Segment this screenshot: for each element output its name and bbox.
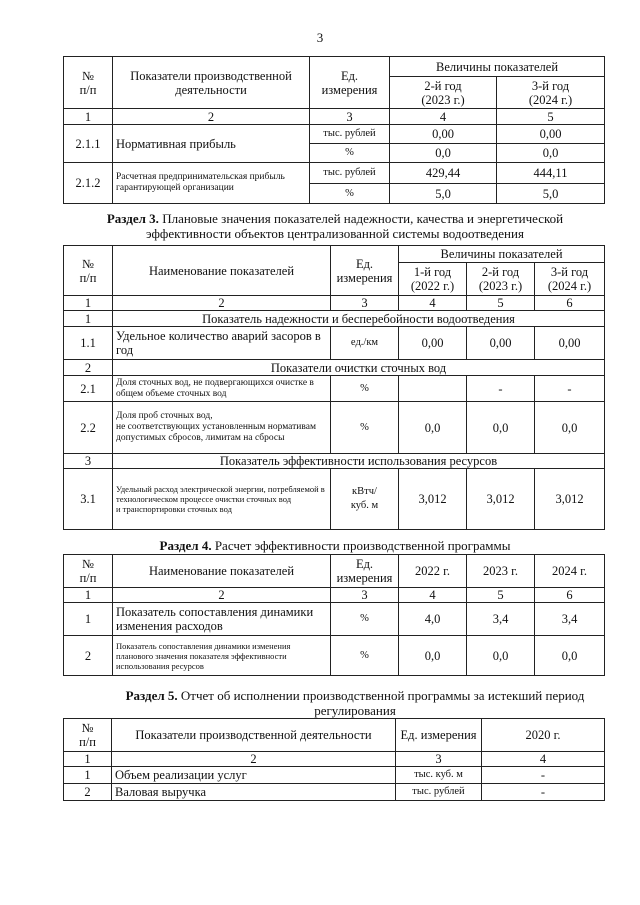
col-index: 1 <box>64 109 113 125</box>
row-value: 4,0 <box>399 603 467 636</box>
section-5-title: Отчет об исполнении производственной программы за истекший период регулирования <box>177 688 585 718</box>
row-value: 0,0 <box>467 402 535 454</box>
section-4-title: Расчет эффективности производственной программы <box>211 538 511 553</box>
row-unit: ед./км <box>331 327 399 360</box>
header-indicator: Наименование показателей <box>113 555 331 588</box>
row-num: 2 <box>64 784 112 801</box>
table-row <box>64 376 605 402</box>
col-index: 1 <box>64 752 112 767</box>
section-5-heading <box>100 688 610 718</box>
row-unit: тыс. рублей <box>310 163 390 184</box>
row-value: 3,012 <box>535 469 605 530</box>
header-year-2: 2-й год (2023 г.) <box>390 77 497 109</box>
row-num: 1 <box>64 603 113 636</box>
row-value: 0,00 <box>497 125 605 144</box>
col-index: 2 <box>112 752 396 767</box>
header-num: № п/п <box>64 246 113 296</box>
header-year: 2023 г. <box>467 555 535 588</box>
row-name: Показатель сопоставления динамики изменения расходов <box>113 603 331 636</box>
table-row <box>64 784 605 801</box>
col-index: 3 <box>396 752 482 767</box>
row-name: Доля сточных вод, не подвергающихся очистке в общем объеме сточных вод <box>113 376 331 402</box>
header-num: № п/п <box>64 57 113 109</box>
row-num: 2.1.1 <box>64 125 113 163</box>
table-row <box>64 327 605 360</box>
row-value: 5,0 <box>390 184 497 204</box>
table-row <box>64 469 605 530</box>
section-3-label: Раздел 3. <box>106 211 159 226</box>
table-program-report <box>63 718 605 801</box>
group-num: 2 <box>64 360 113 376</box>
table-production-profit <box>63 56 605 204</box>
row-name: Расчетная предпринимательская прибыль гарантирующей организации <box>113 163 310 204</box>
col-index: 3 <box>331 296 399 311</box>
table-reliability-indicators <box>63 245 605 530</box>
row-value: 0,00 <box>467 327 535 360</box>
col-index: 5 <box>497 109 605 125</box>
col-index: 4 <box>399 588 467 603</box>
row-value: 0,0 <box>390 144 497 163</box>
column-index-row <box>64 296 605 311</box>
row-value: 0,0 <box>399 636 467 676</box>
row-unit: тыс. куб. м <box>396 767 482 784</box>
row-unit: % <box>331 603 399 636</box>
row-num: 2.2 <box>64 402 113 454</box>
col-index: 3 <box>310 109 390 125</box>
row-value: - <box>467 376 535 402</box>
row-num: 2.1.2 <box>64 163 113 204</box>
table-row <box>64 767 605 784</box>
group-row <box>64 360 605 376</box>
col-index: 1 <box>64 588 113 603</box>
row-num: 2.1 <box>64 376 113 402</box>
table-row <box>64 402 605 454</box>
col-index: 1 <box>64 296 113 311</box>
col-index: 2 <box>113 296 331 311</box>
row-unit: % <box>331 376 399 402</box>
header-values: Величины показателей <box>390 57 605 77</box>
row-value: - <box>482 767 605 784</box>
row-value: 0,0 <box>467 636 535 676</box>
col-index: 6 <box>535 588 605 603</box>
header-indicator: Наименование показателей <box>113 246 331 296</box>
row-unit: тыс. рублей <box>310 125 390 144</box>
header-year-3: 3-й год (2024 г.) <box>497 77 605 109</box>
header-year-1: 1-й год (2022 г.) <box>399 263 467 296</box>
col-index: 5 <box>467 588 535 603</box>
row-name: Объем реализации услуг <box>112 767 396 784</box>
row-value: - <box>535 376 605 402</box>
header-num: № п/п <box>64 719 112 752</box>
row-num: 1.1 <box>64 327 113 360</box>
header-unit: Ед. измерения <box>331 246 399 296</box>
header-indicator: Показатели производственной деятельности <box>113 57 310 109</box>
group-row <box>64 311 605 327</box>
page-number: 3 <box>316 30 324 45</box>
col-index: 2 <box>113 109 310 125</box>
table-row <box>64 603 605 636</box>
col-index: 4 <box>399 296 467 311</box>
header-year-3: 3-й год (2024 г.) <box>535 263 605 296</box>
row-value: 0,0 <box>535 402 605 454</box>
table-program-efficiency <box>63 554 605 676</box>
row-unit: кВтч/ куб. м <box>331 469 399 530</box>
row-value: - <box>482 784 605 801</box>
row-unit: % <box>331 636 399 676</box>
section-3-heading <box>70 211 600 241</box>
table-row <box>64 163 605 184</box>
column-index-row <box>64 588 605 603</box>
section-4-label: Раздел 4. <box>159 538 212 553</box>
header-year-2: 2-й год (2023 г.) <box>467 263 535 296</box>
header-values: Величины показателей <box>399 246 605 263</box>
row-num: 2 <box>64 636 113 676</box>
col-index: 5 <box>467 296 535 311</box>
row-num: 1 <box>64 767 112 784</box>
row-value: 429,44 <box>390 163 497 184</box>
row-value: 0,0 <box>497 144 605 163</box>
row-value: 0,00 <box>399 327 467 360</box>
header-year: 2022 г. <box>399 555 467 588</box>
col-index: 3 <box>331 588 399 603</box>
col-index: 4 <box>390 109 497 125</box>
section-3-title: Плановые значения показателей надежности, качества и энергетической эффективности объектов централизованной системы водоотведения <box>146 211 564 241</box>
row-value: 3,4 <box>467 603 535 636</box>
table-row <box>64 125 605 144</box>
row-value: 444,11 <box>497 163 605 184</box>
header-unit: Ед. измерения <box>331 555 399 588</box>
row-name: Удельный расход электрической энергии, потребляемой в технологическом процессе очистки сточных вод и транспортировки сточных вод <box>113 469 331 530</box>
column-index-row <box>64 752 605 767</box>
row-unit: тыс. рублей <box>396 784 482 801</box>
row-unit: % <box>310 184 390 204</box>
row-unit: % <box>310 144 390 163</box>
row-value: 0,0 <box>399 402 467 454</box>
header-num: № п/п <box>64 555 113 588</box>
row-value: 3,012 <box>467 469 535 530</box>
row-value: 3,4 <box>535 603 605 636</box>
group-title: Показатель эффективности использования ресурсов <box>113 454 605 469</box>
header-year: 2024 г. <box>535 555 605 588</box>
row-name: Валовая выручка <box>112 784 396 801</box>
header-year: 2020 г. <box>482 719 605 752</box>
section-5-label: Раздел 5. <box>125 688 178 703</box>
section-4-heading <box>70 538 600 553</box>
group-title: Показатели очистки сточных вод <box>113 360 605 376</box>
row-value <box>399 376 467 402</box>
header-indicator: Показатели производственной деятельности <box>112 719 396 752</box>
row-name: Удельное количество аварий засоров в год <box>113 327 331 360</box>
row-name: Нормативная прибыль <box>113 125 310 163</box>
column-index-row <box>64 109 605 125</box>
row-name: Доля проб сточных вод, не соответствующих установленным нормативам допустимых сбросов, лимитам на сбросы <box>113 402 331 454</box>
row-value: 0,0 <box>535 636 605 676</box>
header-unit: Ед. измерения <box>310 57 390 109</box>
row-value: 0,00 <box>390 125 497 144</box>
group-row <box>64 454 605 469</box>
header-unit: Ед. измерения <box>396 719 482 752</box>
row-value: 0,00 <box>535 327 605 360</box>
col-index: 6 <box>535 296 605 311</box>
group-title: Показатель надежности и бесперебойности водоотведения <box>113 311 605 327</box>
table-row <box>64 636 605 676</box>
group-num: 3 <box>64 454 113 469</box>
group-num: 1 <box>64 311 113 327</box>
row-value: 3,012 <box>399 469 467 530</box>
row-value: 5,0 <box>497 184 605 204</box>
row-num: 3.1 <box>64 469 113 530</box>
row-unit: % <box>331 402 399 454</box>
row-name: Показатель сопоставления динамики изменения планового значения показателя эффективности использования ресурсов <box>113 636 331 676</box>
col-index: 4 <box>482 752 605 767</box>
col-index: 2 <box>113 588 331 603</box>
